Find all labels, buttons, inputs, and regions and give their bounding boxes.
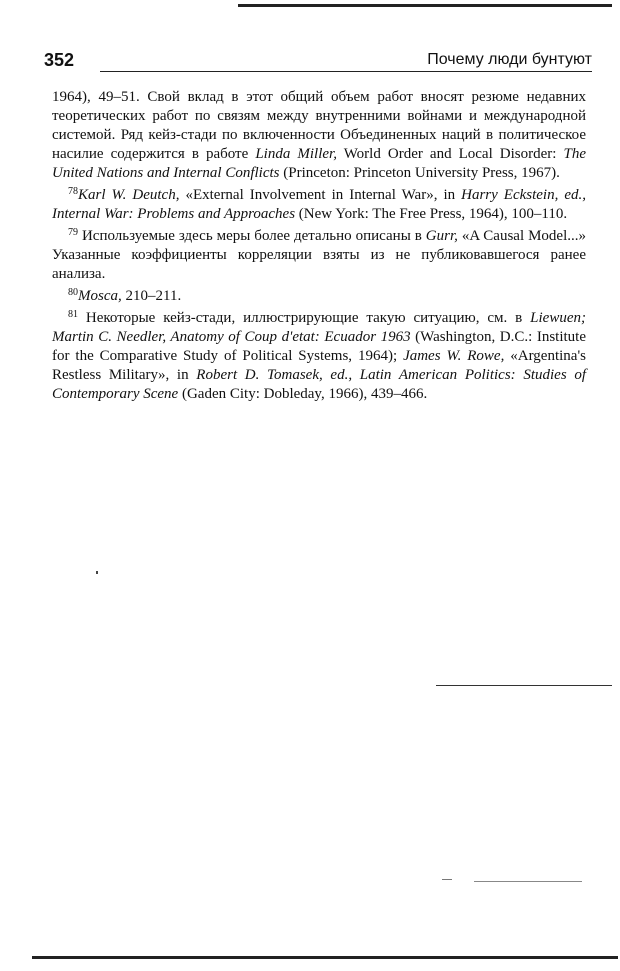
note-citation: Liewuen; Martin C. Needler, Anatomy of Coup d'etat: Ecuador 1963 bbox=[52, 310, 586, 345]
note-book-title: The United Nations and Internal Conflicts bbox=[52, 146, 586, 181]
note-author: Gurr, bbox=[425, 228, 458, 244]
note-book-title: Harry Eckstein, ed., Internal War: Problems and Approaches bbox=[52, 187, 587, 222]
footnote-continuation bbox=[52, 88, 586, 183]
footnote-number: 81 bbox=[68, 309, 78, 320]
margin-rule bbox=[436, 685, 612, 686]
scan-dot bbox=[96, 571, 98, 574]
footnote-number: 80 bbox=[68, 287, 78, 298]
note-text: «External Involvement in Internal War», in bbox=[179, 187, 462, 203]
note-text: Используемые здесь меры более детально описаны в bbox=[78, 228, 426, 244]
note-author: Linda Miller, bbox=[255, 146, 337, 162]
note-text: (New York: The Free Press, 1964), 100–110. bbox=[295, 206, 568, 222]
page-number: 352 bbox=[44, 50, 75, 70]
note-text: «A Causal Model...» Указанные коэффициенты корреляции взяты из не публиковавшегося ранее анализа. bbox=[52, 228, 586, 282]
header-rule bbox=[100, 71, 592, 72]
note-text: 210–211. bbox=[121, 288, 182, 304]
note-book-title: Robert D. Tomasek, ed., Latin American Politics: Studies of Contemporary Scene bbox=[52, 367, 586, 402]
note-author: Karl W. Deutch, bbox=[78, 187, 180, 203]
note-text: (Princeton: Princeton University Press, 1967). bbox=[279, 165, 560, 181]
bottom-border-rule bbox=[32, 956, 618, 959]
footnote-79 bbox=[52, 227, 586, 284]
footnote-80 bbox=[52, 287, 586, 306]
footnote-81 bbox=[52, 309, 586, 404]
running-header bbox=[44, 50, 592, 74]
note-author: James W. Rowe, bbox=[403, 348, 505, 364]
note-text: 1964), 49–51. Свой вклад в этот общий объем работ вносят резюме недавних теоретических работ по связям между внутренними войнами и международной системой. Ряд кейз-стади по включенности Объединенных наций в политическое насилие содержится в работе bbox=[52, 89, 586, 162]
scan-artifact bbox=[474, 881, 582, 882]
scan-artifact bbox=[442, 879, 452, 880]
note-author: Mosca, bbox=[78, 288, 122, 304]
top-border-rule bbox=[238, 4, 612, 7]
note-text: World Order and Local Disorder: bbox=[336, 146, 564, 162]
footnote-78 bbox=[52, 186, 586, 224]
note-text: Некоторые кейз-стади, иллюстрирующие такую ситуацию, см. в bbox=[78, 310, 531, 326]
note-text: (Gaden City: Dobleday, 1966), 439–466. bbox=[178, 386, 428, 402]
note-text: (Washington, D.C.: Institute for the Comparative Study of Political Systems, 1964); bbox=[52, 329, 586, 364]
note-text: «Argentina's Restless Military», in bbox=[52, 348, 586, 383]
footnote-number: 79 bbox=[68, 227, 78, 238]
footnotes-block bbox=[52, 88, 586, 407]
footnote-number: 78 bbox=[68, 186, 78, 197]
running-title: Почему люди бунтуют bbox=[427, 51, 592, 68]
